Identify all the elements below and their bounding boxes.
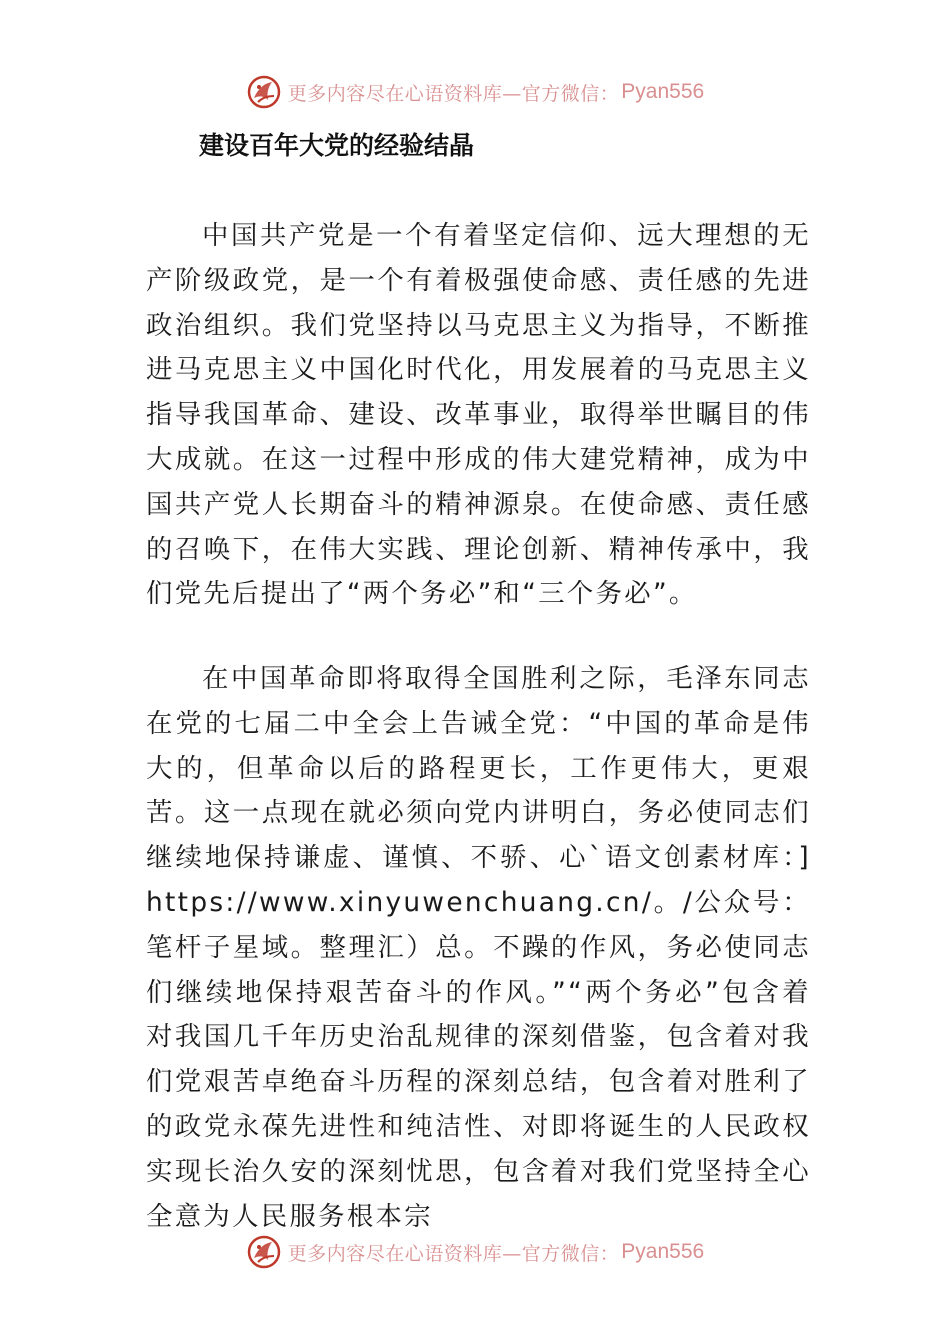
banner-text: 更多内容尽在心语资料库—官方微信： <box>287 1242 620 1265</box>
lotus-logo-icon <box>246 1234 282 1270</box>
footer-banner <box>0 1230 950 1274</box>
wechat-id: Pyan556 <box>621 80 705 103</box>
paragraph-1: 中国共产党是一个有着坚定信仰、远大理想的无产阶级政党，是一个有着极强使命感、责任感的先进政治组织。我们党坚持以马克思主义为指导，不断推进马克思主义中国化时代化，用发展着的马克思主义指导我国革命、建设、改革事业，取得举世瞩目的伟大成就。在这一过程中形成的伟大建党精神，成为中国共产党人长期奋斗的精神源泉。在使命感、责任感的召唤下，在伟大实践、理论创新、精神传承中，我们党先后提出了“两个务必”和“三个务必”。 <box>146 220 811 610</box>
lotus-logo-icon <box>246 74 282 110</box>
banner-text: 更多内容尽在心语资料库—官方微信： <box>287 82 620 105</box>
wechat-id: Pyan556 <box>621 1240 705 1263</box>
paragraph-2: 在中国革命即将取得全国胜利之际，毛泽东同志在党的七届二中全会上告诫全党：“中国的革命是伟大的，但革命以后的路程更长，工作更伟大，更艰苦。这一点现在就必须向党内讲明白，务必使同志们继续地保持谦虚、谨慎、不骄、心`语文创素材库：]https://www.xinyuwenchuang.cn/。/公众号：笔杆子星域。整理汇）总。不躁的作风，务必使同志们继续地保持艰苦奋斗的作风。”“两个务必”包含着对我国几千年历史治乱规律的深刻借鉴，包含着对我们党艰苦卓绝奋斗历程的深刻总结，包含着对胜利了的政党永葆先进性和纯洁性、对即将诞生的人民政权实现长治久安的深刻忧思，包含着对我们党坚持全心全意为人民服务根本宗 <box>146 663 811 1232</box>
document-title: 建设百年大党的经验结晶 <box>199 131 475 160</box>
header-banner <box>0 70 950 114</box>
